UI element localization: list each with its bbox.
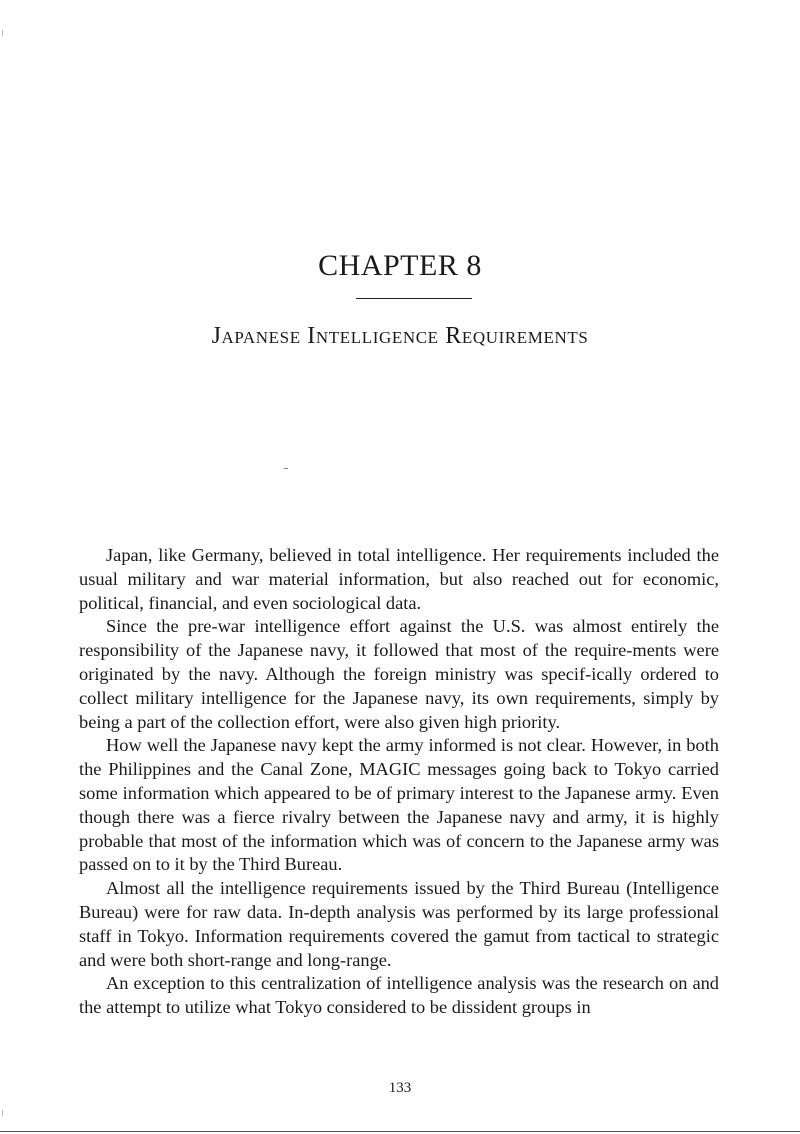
- chapter-divider: [356, 298, 472, 299]
- body-text: [79, 544, 719, 1020]
- paragraph: Almost all the intelligence requirements issued by the Third Bureau (Intelligence Bureau) were for raw data. In-depth analysis was performed by its large professional staff in Tokyo. Information requirements covered the gamut from tactical to strategic and were both short-range and long-range.: [79, 878, 719, 970]
- paragraph: Japan, like Germany, believed in total intelligence. Her requirements included the usual military and war material information, but also reached out for economic, political, financial, and even sociological data.: [79, 545, 719, 613]
- paragraph: How well the Japanese navy kept the army informed is not clear. However, in both the Philippines and the Canal Zone, MAGIC messages going back to Tokyo carried some information which appeared to be of primary interest to the Japanese army. Even though there was a fierce rivalry between the Japanese navy and army, it is highly probable that most of the information which was of concern to the Japanese army was passed on to it by the Third Bureau.: [79, 735, 719, 875]
- paragraph: An exception to this centralization of intelligence analysis was the research on and the attempt to utilize what Tokyo considered to be dissident groups in: [79, 973, 719, 1018]
- page-number: 133: [388, 1080, 412, 1096]
- scan-mark: [284, 468, 288, 469]
- scan-edge-mark: [2, 1110, 3, 1116]
- chapter-title: Japanese Intelligence Requirements: [211, 323, 589, 349]
- scan-bottom-edge: [0, 1131, 800, 1132]
- paragraph: Since the pre-war intelligence effort against the U.S. was almost entirely the responsibility of the Japanese navy, it followed that most of the require-ments were originated by the navy. Although the foreign ministry was specif-ically ordered to collect military intelligence for the Japanese navy, its own requirements, simply by being a part of the collection effort, were also given high priority.: [79, 616, 719, 732]
- chapter-number: CHAPTER 8: [318, 249, 482, 282]
- scan-edge-mark: [2, 30, 3, 36]
